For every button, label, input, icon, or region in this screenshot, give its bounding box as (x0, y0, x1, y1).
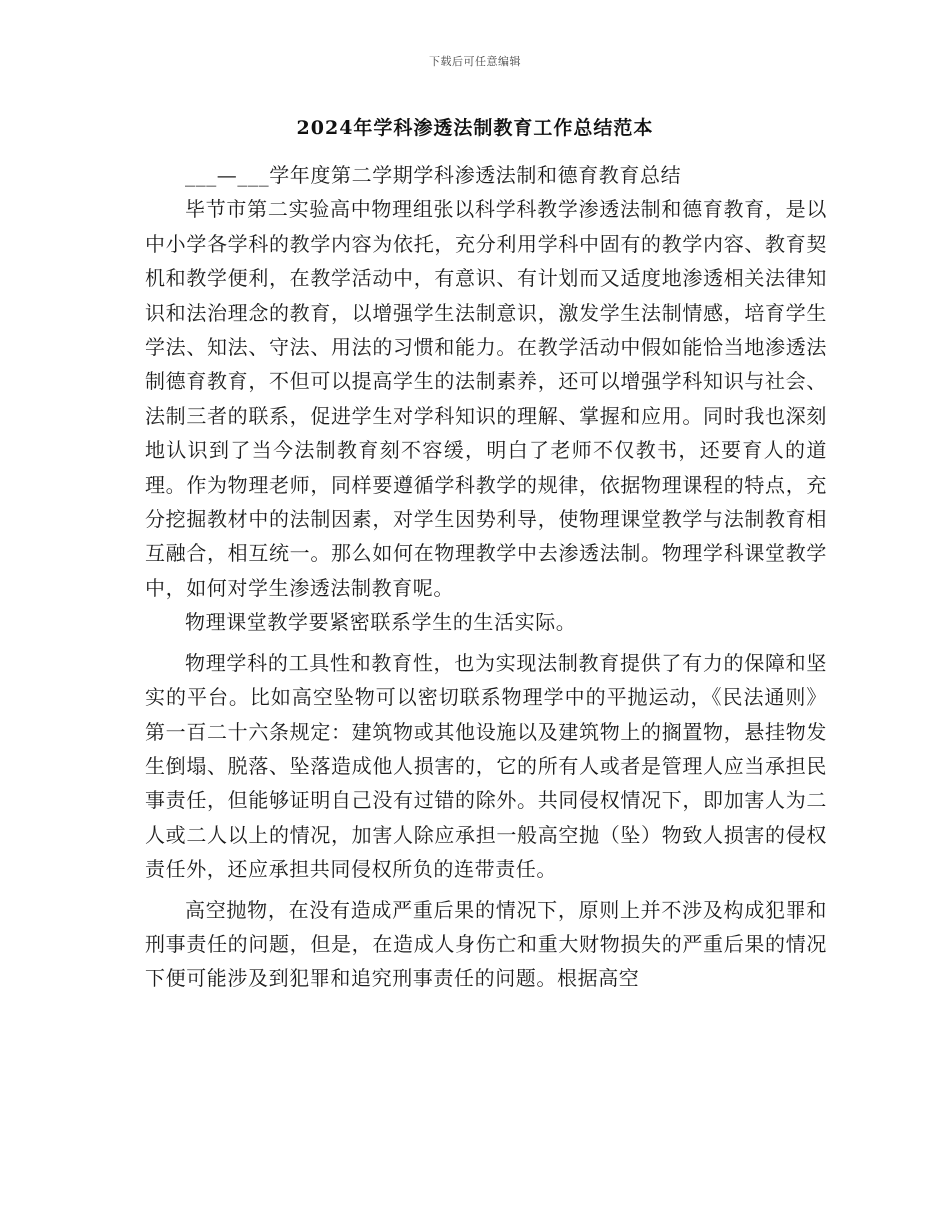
document-body (145, 158, 827, 996)
paragraph-intro: 毕节市第二实验高中物理组张以科学科教学渗透法制和德育教育，是以中小学各学科的教学内容为依托，充分利用学科中固有的教学内容、教育契机和教学便利，在教学活动中，有意识、有计划而又适度地渗透相关法律知识和法治理念的教育，以增强学生法制意识，激发学生法制情感，培育学生学法、知法、守法、用法的习惯和能力。在教学活动中假如能恰当地渗透法制德育教育，不但可以提高学生的法制素养，还可以增强学科知识与社会、法制三者的联系，促进学生对学科知识的理解、掌握和应用。同时我也深刻地认识到了当今法制教育刻不容缓，明白了老师不仅教书，还要育人的道理。作为物理老师，同样要遵循学科教学的规律，依据物理课程的特点，充分挖掘教材中的法制因素，对学生因势利导，使物理课堂教学与法制教育相互融合，相互统一。那么如何在物理教学中去渗透法制。物理学科课堂教学中，如何对学生渗透法制教育呢。 (145, 197, 827, 600)
paragraph-criminal-liability: 高空抛物，在没有造成严重后果的情况下，原则上并不涉及构成犯罪和刑事责任的问题，但是，在造成人身伤亡和重大财物损失的严重后果的情况下便可能涉及到犯罪和追究刑事责任的问题。根据高空 (145, 897, 827, 991)
paragraph-subtitle: ___—___学年度第二学期学科渗透法制和德育教育总结 (185, 163, 682, 187)
document-title: 2024年学科渗透法制教育工作总结范本 (296, 117, 654, 139)
page-header-note: 下载后可任意编辑 (429, 55, 521, 68)
paragraph-heading-life: 物理课堂教学要紧密联系学生的生活实际。 (185, 610, 577, 635)
paragraph-civil-law: 物理学科的工具性和教育性，也为实现法制教育提供了有力的保障和坚实的平台。比如高空坠物可以密切联系物理学中的平抛运动，《民法通则》第一百二十六条规定：建筑物或其他设施以及建筑物上的搁置物，悬挂物发生倒塌、脱落、坠落造成他人损害的，它的所有人或者是管理人应当承担民事责任，但能够证明自己没有过错的除外。共同侵权情况下，即加害人为二人或二人以上的情况，加害人除应承担一般高空抛（坠）物致人损害的侵权责任外，还应承担共同侵权所负的连带责任。 (145, 650, 827, 882)
